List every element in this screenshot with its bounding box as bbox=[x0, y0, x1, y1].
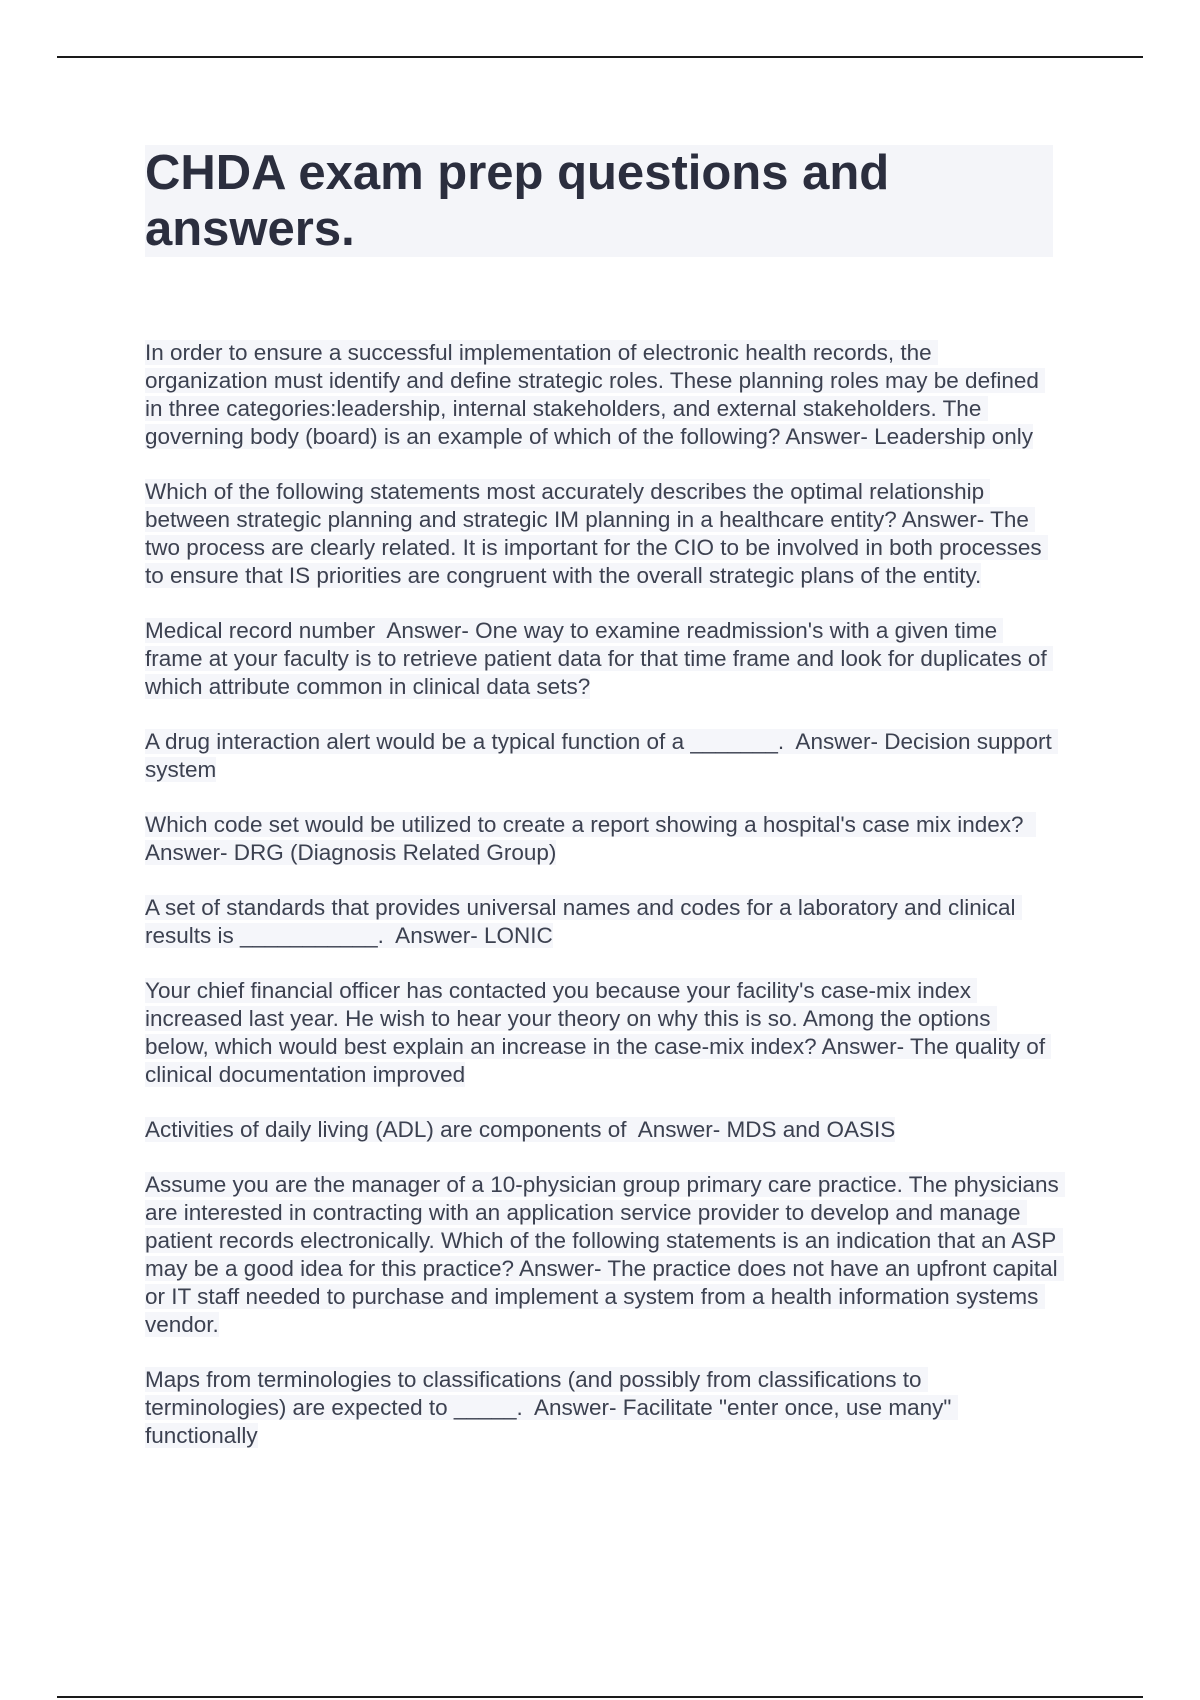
qa-item-text: Which of the following statements most accurately describes the optimal relationship between strategic planning and strategic IM planning in a healthcare entity? Answer- The two process are clearly related. It is important for the CIO to be involved in both processes to ensure that IS priorities are congruent with the overall strategic plans of the entity. bbox=[145, 479, 1048, 588]
qa-item-text: Activities of daily living (ADL) are components of Answer- MDS and OASIS bbox=[145, 1117, 896, 1142]
qa-item-text: Medical record number Answer- One way to examine readmission's with a given time frame at your faculty is to retrieve patient data for that time frame and look for duplicates of which attribute common in clinical data sets? bbox=[145, 618, 1053, 699]
qa-list bbox=[145, 339, 1066, 1477]
qa-item-text: A drug interaction alert would be a typical function of a _______. Answer- Decision support system bbox=[145, 729, 1059, 782]
qa-item bbox=[145, 1366, 1060, 1450]
qa-item-text: In order to ensure a successful implementation of electronic health records, the organization must identify and define strategic roles. These planning roles may be defined in three categories:leadership, internal stakeholders, and external stakeholders. The governing body (board) is an example of which of the following? Answer- Leadership only bbox=[145, 340, 1046, 449]
qa-item bbox=[145, 339, 1060, 451]
bottom-rule bbox=[57, 1696, 1143, 1698]
top-rule bbox=[57, 56, 1143, 58]
qa-item-text: Your chief financial officer has contacted you because your facility's case-mix index increased last year. He wish to hear your theory on why this is so. Among the options below, which would best explain an increase in the case-mix index? Answer- The quality of clinical documentation improved bbox=[145, 978, 1052, 1087]
qa-item bbox=[145, 811, 1060, 867]
page-title: CHDA exam prep questions and answers. bbox=[145, 146, 890, 256]
qa-item bbox=[145, 728, 1060, 784]
qa-item-text: Which code set would be utilized to create a report showing a hospital's case mix index? Answer- DRG (Diagnosis Related Group) bbox=[145, 812, 1037, 865]
qa-item-text: A set of standards that provides universal names and codes for a laboratory and clinical results is ___________. Answer- LONIC bbox=[145, 895, 1022, 948]
qa-item bbox=[145, 617, 1060, 701]
qa-item bbox=[145, 1171, 1066, 1339]
qa-item bbox=[145, 894, 1060, 950]
qa-item-text: Assume you are the manager of a 10-physician group primary care practice. The physicians are interested in contracting with an application service provider to develop and manage patient records electronically. Which of the following statements is an indication that an ASP may be a good idea for this practice? Answer- The practice does not have an upfront capital or IT staff needed to purchase and implement a system from a health information systems vendor. bbox=[145, 1172, 1066, 1337]
qa-item bbox=[145, 977, 1060, 1089]
title-block bbox=[145, 145, 1053, 257]
qa-item-text: Maps from terminologies to classifications (and possibly from classifications to terminologies) are expected to _____. Answer- Facilitate "enter once, use many" functionally bbox=[145, 1367, 958, 1448]
qa-item bbox=[145, 1116, 1060, 1144]
qa-item bbox=[145, 478, 1060, 590]
